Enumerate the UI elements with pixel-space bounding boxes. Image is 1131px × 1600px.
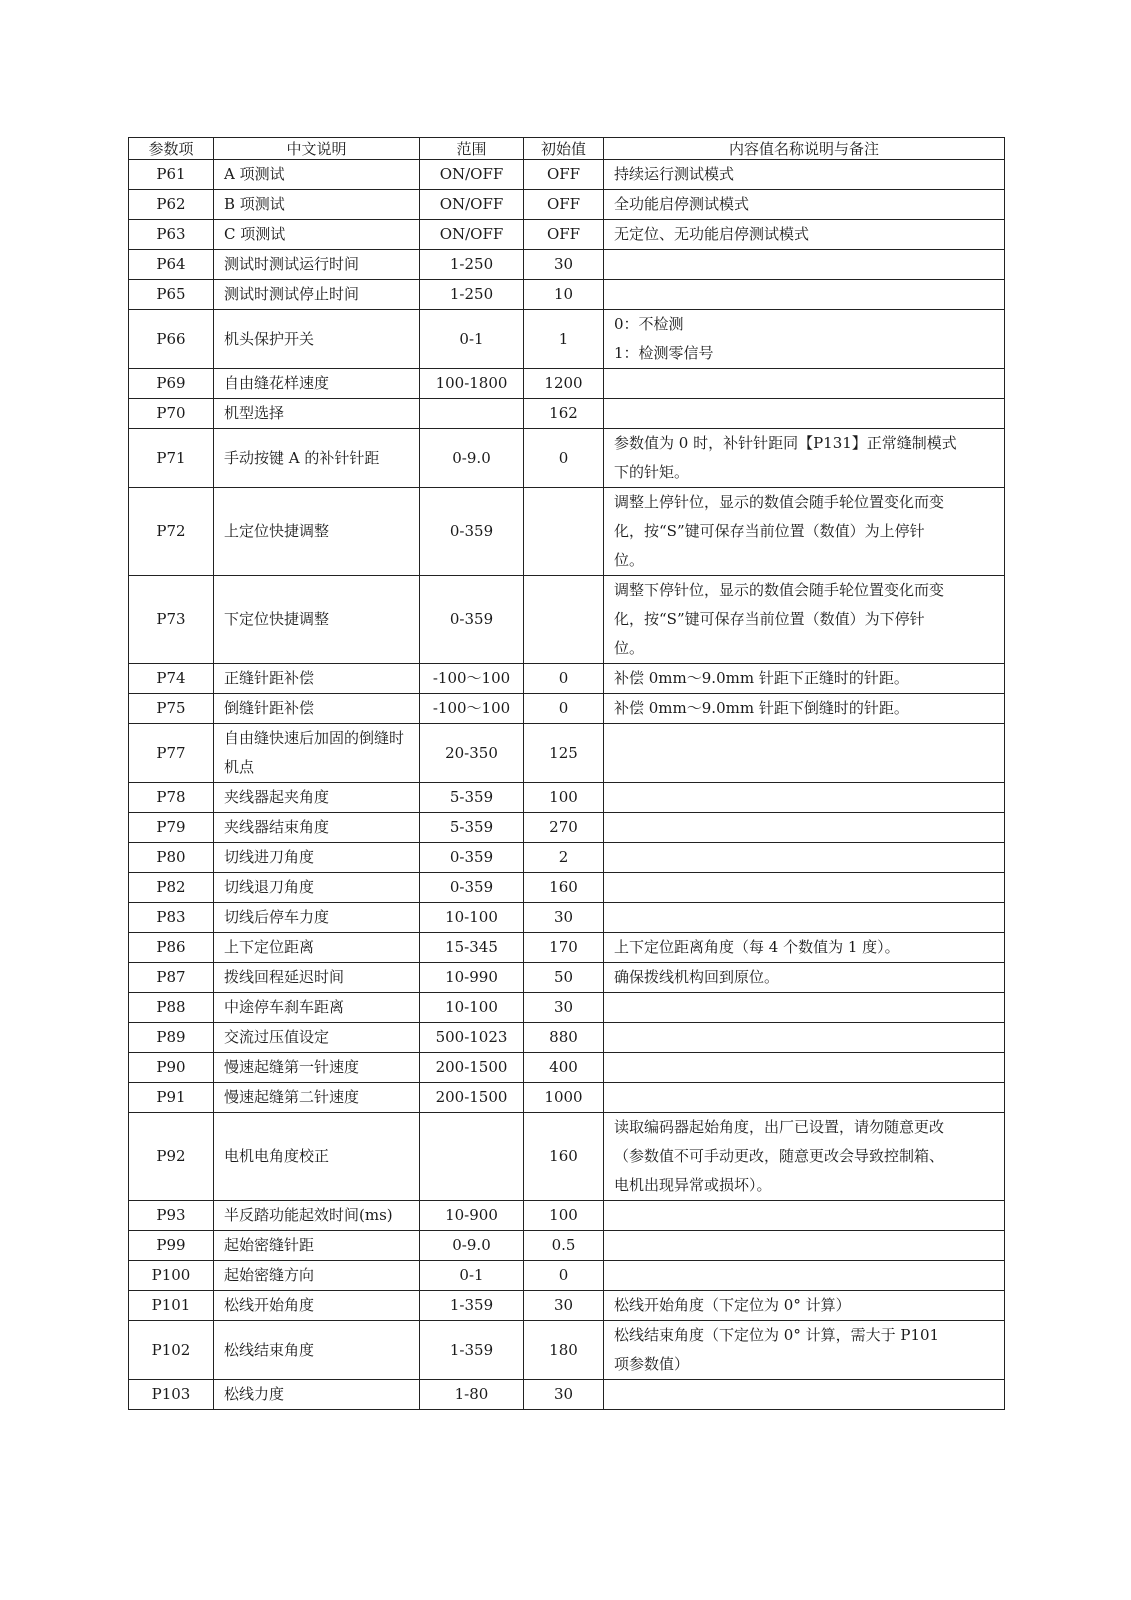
param-note-cell: [604, 160, 1005, 190]
param-initial-cell: 160: [524, 1113, 604, 1201]
param-code-cell: P101: [129, 1291, 214, 1321]
param-name-cell: 夹线器结束角度: [214, 813, 420, 843]
param-initial-cell: 1200: [524, 369, 604, 399]
table-row: [129, 1053, 1005, 1083]
param-note-cell: [604, 1201, 1005, 1231]
param-note-cell: [604, 399, 1005, 429]
param-code-cell: P80: [129, 843, 214, 873]
table-row: [129, 250, 1005, 280]
param-code-cell: P83: [129, 903, 214, 933]
param-name-cell: 自由缝快速后加固的倒缝时机点: [214, 724, 420, 783]
note-line: 位。: [614, 551, 645, 569]
param-name-cell: 自由缝花样速度: [214, 369, 420, 399]
param-initial-cell: OFF: [524, 220, 604, 250]
param-note-cell: [604, 1321, 1005, 1380]
param-code-cell: P103: [129, 1380, 214, 1410]
table-row: [129, 783, 1005, 813]
param-initial-cell: 170: [524, 933, 604, 963]
param-name-cell: 上定位快捷调整: [214, 488, 420, 576]
param-range-cell: 10-100: [420, 993, 524, 1023]
param-name-cell: 手动按键 A 的补针针距: [214, 429, 420, 488]
param-range-cell: [420, 1113, 524, 1201]
table-row: [129, 1113, 1005, 1201]
param-range-cell: 0-9.0: [420, 1231, 524, 1261]
param-code-cell: P61: [129, 160, 214, 190]
param-initial-cell: 100: [524, 1201, 604, 1231]
note-line: 参数值为 0 时，补针针距同【P131】正常缝制模式: [614, 434, 957, 452]
param-note-cell: [604, 576, 1005, 664]
param-note-cell: [604, 873, 1005, 903]
param-initial-cell: OFF: [524, 190, 604, 220]
note-line: 上下定位距离角度（每 4 个数值为 1 度）。: [614, 938, 900, 956]
param-initial-cell: 125: [524, 724, 604, 783]
param-range-cell: 0-1: [420, 1261, 524, 1291]
param-range-cell: 0-1: [420, 310, 524, 369]
param-name-cell: 电机电角度校正: [214, 1113, 420, 1201]
table-row: [129, 190, 1005, 220]
param-range-cell: 200-1500: [420, 1083, 524, 1113]
param-range-cell: ON/OFF: [420, 220, 524, 250]
param-name-cell: 慢速起缝第一针速度: [214, 1053, 420, 1083]
param-initial-cell: [524, 576, 604, 664]
param-range-cell: 1-359: [420, 1321, 524, 1380]
param-range-cell: 1-359: [420, 1291, 524, 1321]
param-code-cell: P99: [129, 1231, 214, 1261]
param-name-cell: 起始密缝方向: [214, 1261, 420, 1291]
param-code-cell: P73: [129, 576, 214, 664]
table-row: [129, 488, 1005, 576]
param-range-cell: 10-100: [420, 903, 524, 933]
param-initial-cell: 0: [524, 429, 604, 488]
table-row: [129, 1291, 1005, 1321]
note-line: 位。: [614, 639, 645, 657]
parameter-table: [128, 137, 1005, 1410]
note-line: 1：检测零信号: [614, 344, 714, 362]
param-note-cell: [604, 903, 1005, 933]
table-row: [129, 1321, 1005, 1380]
table-row: [129, 280, 1005, 310]
param-code-cell: P69: [129, 369, 214, 399]
param-range-cell: ON/OFF: [420, 160, 524, 190]
param-note-cell: [604, 310, 1005, 369]
table-row: [129, 399, 1005, 429]
param-note-cell: [604, 1261, 1005, 1291]
param-range-cell: 0-359: [420, 873, 524, 903]
param-code-cell: P100: [129, 1261, 214, 1291]
param-initial-cell: 30: [524, 903, 604, 933]
param-note-cell: [604, 488, 1005, 576]
param-initial-cell: 0.5: [524, 1231, 604, 1261]
table-row: [129, 903, 1005, 933]
param-note-cell: [604, 664, 1005, 694]
header-note: 内容值名称说明与备注: [604, 138, 1005, 160]
table-header: [129, 138, 1005, 160]
param-note-cell: [604, 783, 1005, 813]
param-range-cell: 100-1800: [420, 369, 524, 399]
table-row: [129, 1083, 1005, 1113]
param-name-cell: 测试时测试运行时间: [214, 250, 420, 280]
param-code-cell: P90: [129, 1053, 214, 1083]
param-range-cell: 0-359: [420, 488, 524, 576]
table-row: [129, 813, 1005, 843]
param-name-cell: 正缝针距补偿: [214, 664, 420, 694]
table-row: [129, 664, 1005, 694]
note-line: 松线开始角度（下定位为 0° 计算）: [614, 1296, 851, 1314]
note-line: 电机出现异常或损坏）。: [614, 1176, 772, 1194]
header-name: 中文说明: [214, 138, 420, 160]
table-row: [129, 873, 1005, 903]
param-code-cell: P87: [129, 963, 214, 993]
param-note-cell: [604, 429, 1005, 488]
table-row: [129, 963, 1005, 993]
param-name-cell: 切线退刀角度: [214, 873, 420, 903]
param-note-cell: [604, 724, 1005, 783]
param-name-cell: 下定位快捷调整: [214, 576, 420, 664]
param-name-cell: 倒缝针距补偿: [214, 694, 420, 724]
param-note-cell: [604, 1291, 1005, 1321]
param-range-cell: -100～100: [420, 664, 524, 694]
param-range-cell: 200-1500: [420, 1053, 524, 1083]
param-code-cell: P89: [129, 1023, 214, 1053]
param-note-cell: [604, 694, 1005, 724]
param-initial-cell: 162: [524, 399, 604, 429]
param-range-cell: 1-80: [420, 1380, 524, 1410]
param-initial-cell: 30: [524, 993, 604, 1023]
param-initial-cell: 30: [524, 1380, 604, 1410]
param-note-cell: [604, 280, 1005, 310]
note-line: 全功能启停测试模式: [614, 195, 750, 213]
param-name-cell: 松线力度: [214, 1380, 420, 1410]
table-row: [129, 160, 1005, 190]
note-line: 确保拨线机构回到原位。: [614, 968, 780, 986]
param-code-cell: P79: [129, 813, 214, 843]
note-line: 无定位、无功能启停测试模式: [614, 225, 810, 243]
note-line: 化，按“S”键可保存当前位置（数值）为下停针: [614, 610, 925, 628]
header-range: 范围: [420, 138, 524, 160]
param-name-cell: 松线开始角度: [214, 1291, 420, 1321]
table-row: [129, 724, 1005, 783]
param-initial-cell: 160: [524, 873, 604, 903]
param-initial-cell: 10: [524, 280, 604, 310]
param-initial-cell: 100: [524, 783, 604, 813]
param-range-cell: 15-345: [420, 933, 524, 963]
param-initial-cell: 0: [524, 664, 604, 694]
param-note-cell: [604, 220, 1005, 250]
param-note-cell: [604, 933, 1005, 963]
param-note-cell: [604, 843, 1005, 873]
param-initial-cell: OFF: [524, 160, 604, 190]
param-note-cell: [604, 250, 1005, 280]
param-code-cell: P92: [129, 1113, 214, 1201]
param-initial-cell: 30: [524, 1291, 604, 1321]
note-line: 项参数值）: [614, 1355, 690, 1373]
param-note-cell: [604, 993, 1005, 1023]
param-name-cell: C 项测试: [214, 220, 420, 250]
param-name-cell: 拨线回程延迟时间: [214, 963, 420, 993]
param-range-cell: 0-9.0: [420, 429, 524, 488]
param-code-cell: P71: [129, 429, 214, 488]
param-note-cell: [604, 1380, 1005, 1410]
param-range-cell: [420, 399, 524, 429]
table-row: [129, 1231, 1005, 1261]
note-line: 化，按“S”键可保存当前位置（数值）为上停针: [614, 522, 925, 540]
param-name-cell: 半反踏功能起效时间(ms): [214, 1201, 420, 1231]
param-code-cell: P72: [129, 488, 214, 576]
param-range-cell: 10-900: [420, 1201, 524, 1231]
param-name-cell: 夹线器起夹角度: [214, 783, 420, 813]
param-code-cell: P63: [129, 220, 214, 250]
table-row: [129, 1023, 1005, 1053]
table-row: [129, 1261, 1005, 1291]
param-range-cell: -100～100: [420, 694, 524, 724]
param-name-cell: 交流过压值设定: [214, 1023, 420, 1053]
table-row: [129, 310, 1005, 369]
param-name-cell: 中途停车刹车距离: [214, 993, 420, 1023]
header-code: 参数项: [129, 138, 214, 160]
param-name-cell: 上下定位距离: [214, 933, 420, 963]
param-name-cell: 测试时测试停止时间: [214, 280, 420, 310]
note-line: 松线结束角度（下定位为 0° 计算，需大于 P101: [614, 1326, 940, 1344]
param-initial-cell: 50: [524, 963, 604, 993]
table-row: [129, 933, 1005, 963]
param-code-cell: P62: [129, 190, 214, 220]
param-range-cell: 1-250: [420, 250, 524, 280]
param-name-cell: 机型选择: [214, 399, 420, 429]
param-code-cell: P66: [129, 310, 214, 369]
table-row: [129, 1380, 1005, 1410]
param-note-cell: [604, 963, 1005, 993]
param-range-cell: 0-359: [420, 576, 524, 664]
param-range-cell: 0-359: [420, 843, 524, 873]
param-code-cell: P74: [129, 664, 214, 694]
param-initial-cell: 400: [524, 1053, 604, 1083]
note-line: 持续运行测试模式: [614, 165, 735, 183]
note-line: 调整下停针位，显示的数值会随手轮位置变化而变: [614, 581, 945, 599]
param-range-cell: ON/OFF: [420, 190, 524, 220]
note-line: （参数值不可手动更改，随意更改会导致控制箱、: [614, 1147, 945, 1165]
table-row: [129, 429, 1005, 488]
param-name-cell: 起始密缝针距: [214, 1231, 420, 1261]
param-initial-cell: 0: [524, 1261, 604, 1291]
param-name-cell: 慢速起缝第二针速度: [214, 1083, 420, 1113]
param-note-cell: [604, 813, 1005, 843]
param-code-cell: P91: [129, 1083, 214, 1113]
note-line: 0：不检测: [614, 315, 684, 333]
param-code-cell: P77: [129, 724, 214, 783]
table-row: [129, 694, 1005, 724]
param-note-cell: [604, 1231, 1005, 1261]
param-note-cell: [604, 369, 1005, 399]
param-code-cell: P86: [129, 933, 214, 963]
param-name-cell: 切线进刀角度: [214, 843, 420, 873]
param-name-cell: B 项测试: [214, 190, 420, 220]
param-initial-cell: 880: [524, 1023, 604, 1053]
param-note-cell: [604, 1113, 1005, 1201]
param-note-cell: [604, 1053, 1005, 1083]
param-range-cell: 10-990: [420, 963, 524, 993]
param-code-cell: P93: [129, 1201, 214, 1231]
note-line: 调整上停针位，显示的数值会随手轮位置变化而变: [614, 493, 945, 511]
param-name-cell: 机头保护开关: [214, 310, 420, 369]
param-initial-cell: 0: [524, 694, 604, 724]
param-note-cell: [604, 190, 1005, 220]
param-note-cell: [604, 1083, 1005, 1113]
param-initial-cell: 180: [524, 1321, 604, 1380]
table-row: [129, 576, 1005, 664]
param-name-cell: 松线结束角度: [214, 1321, 420, 1380]
param-code-cell: P65: [129, 280, 214, 310]
param-initial-cell: 30: [524, 250, 604, 280]
param-range-cell: 5-359: [420, 813, 524, 843]
table-row: [129, 843, 1005, 873]
param-initial-cell: 1: [524, 310, 604, 369]
param-initial-cell: 270: [524, 813, 604, 843]
param-code-cell: P64: [129, 250, 214, 280]
param-code-cell: P70: [129, 399, 214, 429]
param-name-cell: 切线后停车力度: [214, 903, 420, 933]
header-row: [129, 138, 1005, 160]
param-code-cell: P88: [129, 993, 214, 1023]
note-line: 补偿 0mm～9.0mm 针距下正缝时的针距。: [614, 669, 909, 687]
table-body: [129, 160, 1005, 1410]
param-range-cell: 500-1023: [420, 1023, 524, 1053]
param-range-cell: 1-250: [420, 280, 524, 310]
param-range-cell: 5-359: [420, 783, 524, 813]
param-code-cell: P75: [129, 694, 214, 724]
param-note-cell: [604, 1023, 1005, 1053]
table-row: [129, 220, 1005, 250]
table-row: [129, 369, 1005, 399]
param-name-cell: A 项测试: [214, 160, 420, 190]
param-initial-cell: 2: [524, 843, 604, 873]
param-code-cell: P78: [129, 783, 214, 813]
param-initial-cell: [524, 488, 604, 576]
table-row: [129, 1201, 1005, 1231]
param-code-cell: P102: [129, 1321, 214, 1380]
param-range-cell: 20-350: [420, 724, 524, 783]
header-initial: 初始值: [524, 138, 604, 160]
param-code-cell: P82: [129, 873, 214, 903]
note-line: 补偿 0mm～9.0mm 针距下倒缝时的针距。: [614, 699, 909, 717]
param-initial-cell: 1000: [524, 1083, 604, 1113]
table-row: [129, 993, 1005, 1023]
note-line: 下的针矩。: [614, 463, 690, 481]
note-line: 读取编码器起始角度，出厂已设置，请勿随意更改: [614, 1118, 945, 1136]
